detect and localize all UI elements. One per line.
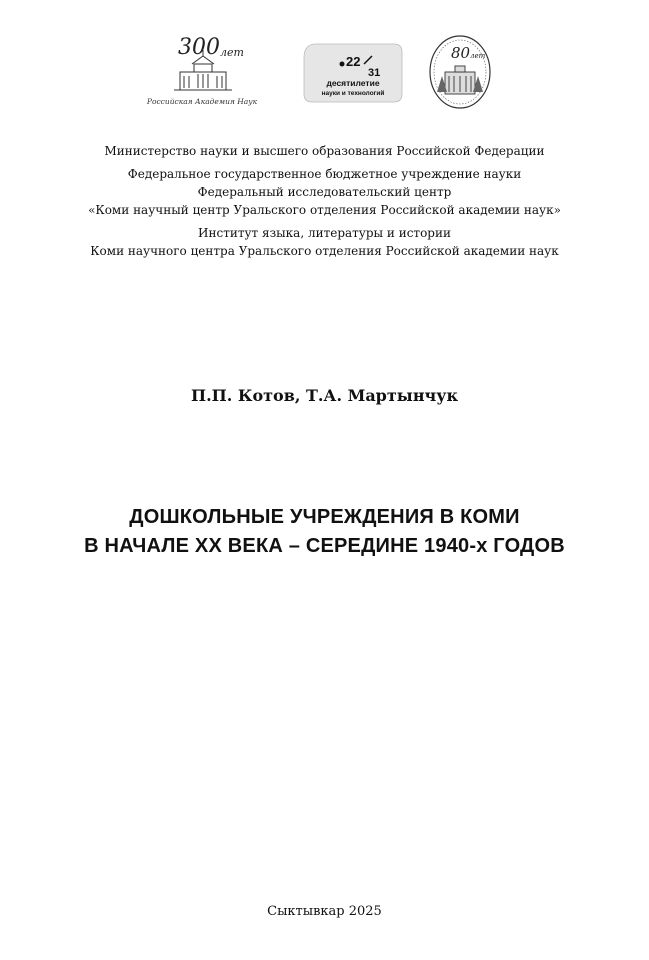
ministry-name: Министерство науки и высшего образования Российской Федерации bbox=[104, 144, 545, 158]
research-center-block bbox=[0, 165, 649, 219]
ras-300-numeral: 300 bbox=[178, 35, 220, 60]
ras-300-years-logo bbox=[140, 32, 265, 110]
ministry-block bbox=[0, 142, 649, 160]
institute-affiliation: Коми научного центра Уральского отделения Российской академии наук bbox=[90, 244, 559, 258]
institutions-block bbox=[0, 142, 649, 265]
place-year: Сыктывкар 2025 bbox=[267, 904, 382, 919]
ras-caption: Российская Академия Наук bbox=[146, 97, 258, 106]
komi-80-numeral: 80 bbox=[451, 44, 471, 62]
komi-building-icon bbox=[445, 66, 475, 94]
authors: П.П. Котов, Т.А. Мартынчук bbox=[190, 386, 459, 405]
institute-name: Институт языка, литературы и истории bbox=[198, 226, 451, 240]
logos-row bbox=[0, 32, 649, 112]
decade-year-start: 22 bbox=[346, 54, 361, 69]
book-title bbox=[0, 503, 649, 561]
institute-block bbox=[0, 224, 649, 260]
decade-of-science-logo bbox=[298, 38, 408, 108]
research-center-name: «Коми научный центр Уральского отделения Российской академии наук» bbox=[88, 203, 561, 217]
ras-300-script: лет bbox=[220, 46, 244, 59]
decade-year-end: 31 bbox=[368, 67, 381, 79]
decade-line1: десятилетие bbox=[326, 78, 380, 88]
komi-80-script: лет bbox=[470, 52, 486, 60]
title-line-2: В НАЧАЛЕ XX ВЕКА – СЕРЕДИНЕ 1940-х ГОДОВ bbox=[84, 535, 565, 557]
institution-type-line: Федеральное государственное бюджетное учреждение науки bbox=[127, 167, 522, 181]
title-line-1: ДОШКОЛЬНЫЕ УЧРЕЖДЕНИЯ В КОМИ bbox=[129, 506, 520, 528]
decade-line2: науки и технологий bbox=[321, 90, 385, 97]
komi-science-center-80-years-logo bbox=[425, 30, 495, 110]
research-center-type-line: Федеральный исследовательский центр bbox=[197, 185, 452, 199]
